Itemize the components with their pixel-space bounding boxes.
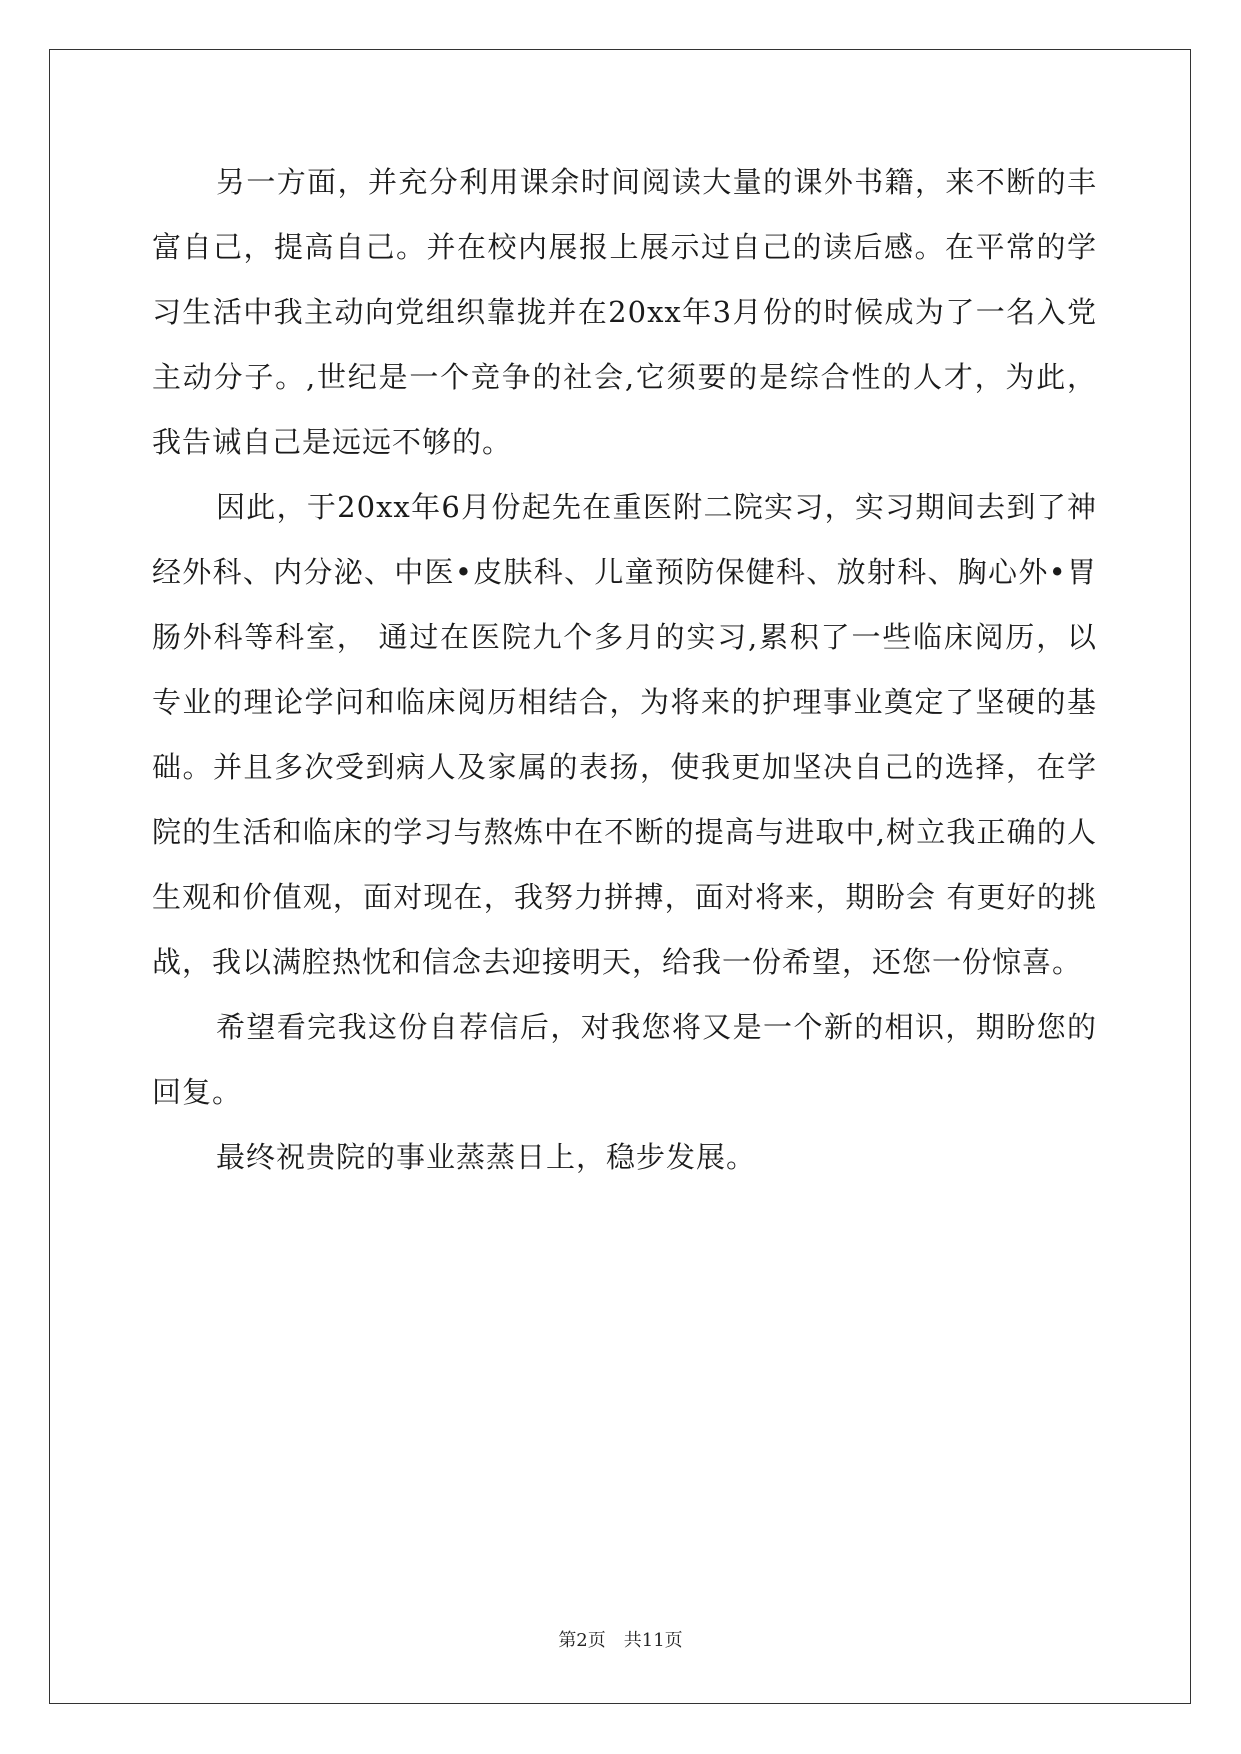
paragraph-1: 另一方面，并充分利用课余时间阅读大量的课外书籍，来不断的丰富自己，提高自己。并在校内展报上展示过自己的读后感。在平常的学习生活中我主动向党组织靠拢并在20xx年3月份的时候成为了一名入党主动分子。,世纪是一个竞争的社会,它须要的是综合性的人才，为此，我告诫自己是远远不够的。: [152, 165, 1097, 459]
paragraph-4: 最终祝贵院的事业蒸蒸日上，稳步发展。: [216, 1140, 757, 1174]
page-number-footer: 第2页 共11页: [558, 1630, 683, 1651]
paragraph-3: 希望看完我这份自荐信后，对我您将又是一个新的相识，期盼您的回复。: [152, 1010, 1097, 1109]
document-body: [152, 150, 1097, 1190]
paragraph-2: 因此，于20xx年6月份起先在重医附二院实习，实习期间去到了神经外科、内分泌、中医•皮肤科、儿童预防保健科、放射科、胸心外•胃肠外科等科室， 通过在医院九个多月的实习,累积了一些临床阅历，以专业的理论学问和临床阅历相结合，为将来的护理事业奠定了坚硬的基础。并且多次受到病人及家属的表扬，使我更加坚决自己的选择，在学院的生活和临床的学习与熬炼中在不断的提高与进取中,树立我正确的人生观和价值观，面对现在，我努力拼搏，面对将来，期盼会 有更好的挑战，我以满腔热忱和信念去迎接明天，给我一份希望，还您一份惊喜。: [152, 490, 1097, 979]
